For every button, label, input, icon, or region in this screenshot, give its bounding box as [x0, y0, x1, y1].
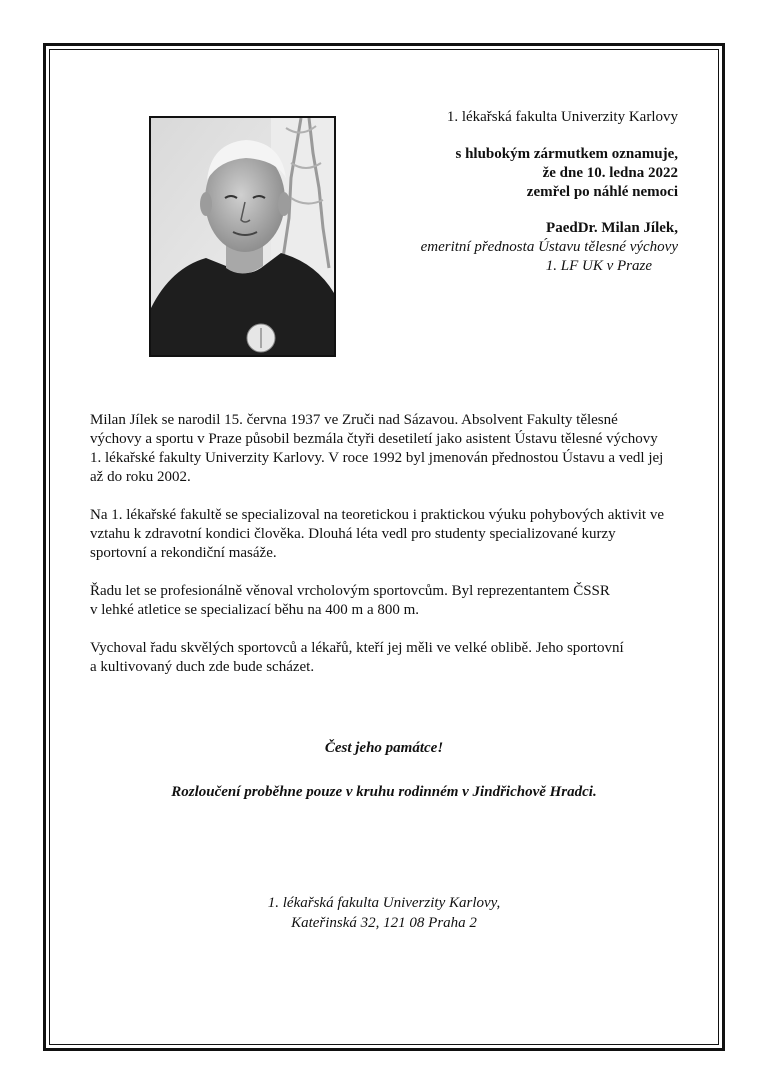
deceased-name: PaedDr. Milan Jílek,: [546, 220, 678, 236]
paragraph-legacy: [90, 639, 690, 677]
text-line: Vychoval řadu skvělých sportovců a lékařů, kteří jej měli ve velké oblibě. Jeho sportovní: [90, 640, 624, 656]
paragraph-specialization: [90, 506, 690, 563]
text-line: a kultivovaný duch zde bude scházet.: [90, 659, 315, 675]
footer-line-1: 1. lékařská fakulta Univerzity Karlovy,: [267, 895, 501, 911]
text-line: až do roku 2002.: [90, 469, 191, 485]
role-line-1: emeritní přednosta Ústavu tělesné výchovy: [420, 239, 678, 255]
portrait-image: [151, 118, 334, 355]
text-line: sportovní a rekondiční masáže.: [90, 545, 277, 561]
text-line: výchovy a sportu v Praze působil bezmála čtyři desetiletí jako asistent Ústavu tělesné výchovy: [90, 431, 658, 447]
text-line: Na 1. lékařské fakultě se specializoval na teoretickou i praktickou výuku pohybových aktivit ve: [90, 507, 664, 523]
text-line: vztahu k zdravotní kondici člověka. Dlouhá léta vedl pro studenty specializované kurzy: [90, 526, 616, 542]
honor-line: Čest jeho památce!: [324, 740, 444, 756]
text-line: Řadu let se profesionálně věnoval vrcholovým sportovcům. Byl reprezentantem ČSSR: [90, 583, 610, 599]
role-line-2: 1. LF UK v Praze: [545, 258, 652, 274]
paragraph-athletics: [90, 582, 690, 620]
footer-line-2: Kateřinská 32, 121 08 Praha 2: [291, 915, 477, 931]
paragraph-biography: [90, 411, 690, 487]
announcement-header: [358, 108, 678, 276]
text-line: 1. lékařské fakulty Univerzity Karlovy. V roce 1992 byl jmenován přednostou Ústavu a vedl jej: [90, 450, 664, 466]
announce-line-2: že dne 10. ledna 2022: [542, 165, 678, 181]
faculty-name: 1. lékařská fakulta Univerzity Karlovy: [446, 109, 678, 125]
text-line: Milan Jílek se narodil 15. června 1937 ve Zruči nad Sázavou. Absolvent Fakulty tělesné: [90, 412, 618, 428]
announce-line-1: s hlubokým zármutkem oznamuje,: [455, 146, 678, 162]
footer-address: [49, 893, 719, 933]
obituary-body: [90, 411, 690, 696]
text-line: v lehké atletice se specializací běhu na 400 m a 800 m.: [90, 602, 420, 618]
announce-line-3: zemřel po náhlé nemoci: [526, 184, 678, 200]
portrait-photo: [149, 116, 336, 357]
farewell-line: Rozloučení proběhne pouze v kruhu rodinném v Jindřichově Hradci.: [171, 784, 597, 800]
